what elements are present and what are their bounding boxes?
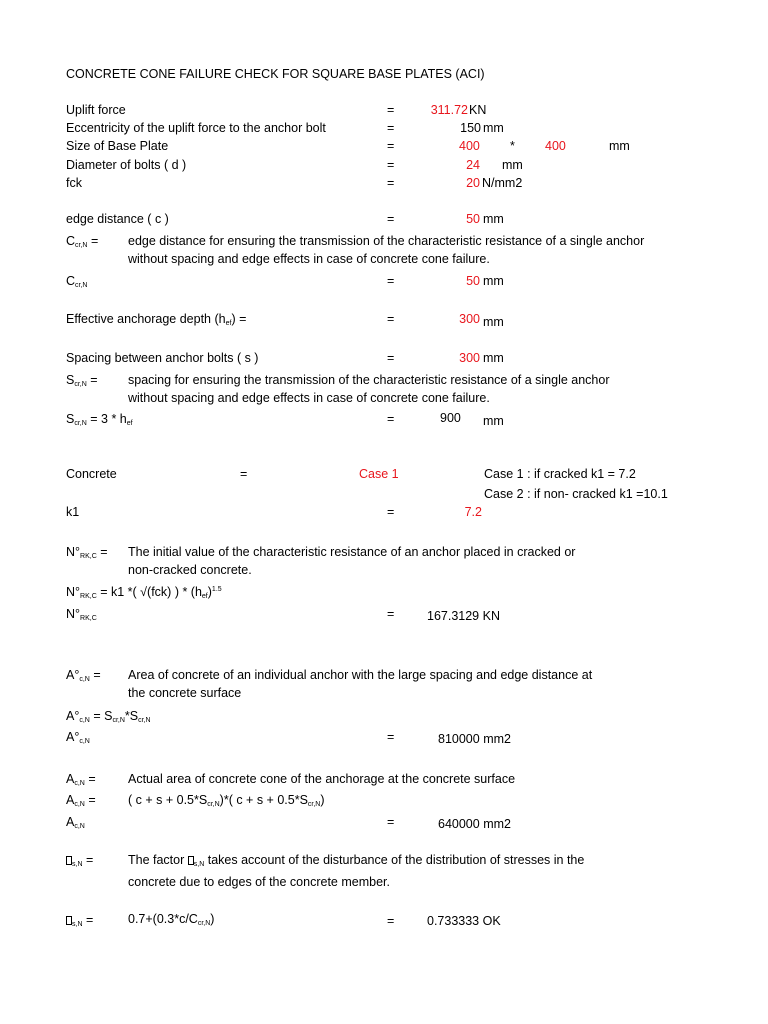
equals-sign: =: [387, 312, 395, 326]
equals-sign: =: [387, 121, 395, 135]
acn0-def-line1: Area of concrete of an individual anchor with the large spacing and edge distance at: [128, 668, 593, 682]
equals-sign: =: [387, 815, 395, 829]
edge-distance-value: 50: [466, 212, 480, 226]
acn-def-line1: Actual area of concrete cone of the anchorage at the concrete surface: [128, 772, 516, 786]
acn0-formula: $A^\circ_{c,N} = S_{cr,N}*S_{cr,N}$: [66, 709, 151, 724]
fck-unit: N/mm2: [482, 176, 523, 190]
k1-label: k1: [66, 505, 80, 519]
equals-sign: =: [387, 412, 395, 426]
spacing-unit: mm: [483, 351, 504, 365]
scrn-def-symbol: $S_{cr,N}$ =: [66, 373, 98, 388]
ccrn-symbol: $C_{cr,N}$: [66, 274, 88, 289]
nrk-formula: $N^\circ_{RK,C} = k1$ *( √(fck) ) * $(h_{ef})^{1.5}$: [66, 585, 222, 600]
bolt-diameter-value: 24: [466, 158, 480, 172]
k1-value: 7.2: [464, 505, 482, 519]
equals-sign: =: [387, 139, 395, 153]
equals-sign: =: [387, 274, 395, 288]
equals-sign: =: [387, 176, 395, 190]
status-badge: OK: [482, 914, 501, 928]
scrn-def-line2: without spacing and edge effects in case of concrete cone failure.: [128, 391, 490, 405]
base-plate-label: Size of Base Plate: [66, 139, 169, 153]
uplift-label: Uplift force: [66, 103, 126, 117]
scrn-def-line1: spacing for ensuring the transmission of the characteristic resistance of a single anchor: [128, 373, 610, 387]
ccrn-def-symbol: $C_{cr,N}$ =: [66, 234, 99, 249]
equals-sign: =: [387, 158, 395, 172]
fck-label: fck: [66, 176, 82, 190]
equals-sign: =: [240, 467, 248, 481]
psi-def-symbol: $_{s,N}$ =: [66, 853, 93, 868]
equals-sign: =: [387, 212, 395, 226]
psi-symbol: $_{s,N}$ =: [66, 913, 93, 928]
uplift-value: 311.72: [430, 103, 468, 117]
acn0-value: 810000 mm2: [438, 732, 511, 746]
uplift-unit: KN: [469, 103, 487, 117]
acn-value: 640000 mm2: [438, 817, 511, 831]
psi-formula: $0.7+(0.3*c/C_{cr,N})$: [128, 912, 215, 927]
eccentricity-unit: mm: [483, 121, 504, 135]
acn0-def-symbol: $A^\circ_{c,N}$ =: [66, 668, 101, 683]
ccrn-def-line2: without spacing and edge effects in case of concrete cone failure.: [128, 252, 490, 266]
acn0-symbol: $A^\circ_{c,N}$: [66, 730, 90, 745]
equals-sign: =: [387, 607, 395, 621]
acn-def-symbol: $A_{c,N}$ =: [66, 772, 96, 787]
equals-sign: =: [387, 914, 395, 928]
spacing-value: 300: [459, 351, 480, 365]
scrn-value: 900: [440, 411, 461, 425]
base-plate-width: 400: [459, 139, 480, 153]
concrete-case-note-2: Case 2 : if non- cracked k1 =10.1: [484, 487, 668, 501]
concrete-case-value: Case 1: [359, 467, 399, 481]
psi-value: 0.733333 OK: [427, 914, 501, 928]
acn-formula-symbol: $A_{c,N}$ =: [66, 793, 96, 808]
acn-symbol: $A_{c,N}$: [66, 815, 85, 830]
base-plate-length: 400: [545, 139, 566, 153]
acn-formula: ( $c + s + 0.5*S_{cr,N})*$( $c + s + 0.5*S_{cr,N}$): [128, 793, 325, 808]
edge-distance-unit: mm: [483, 212, 504, 226]
equals-sign: =: [387, 730, 395, 744]
edge-distance-label: edge distance ( c ): [66, 212, 169, 226]
multiply-sign: *: [510, 139, 515, 153]
bolt-diameter-unit: mm: [502, 158, 523, 172]
base-plate-unit: mm: [609, 139, 630, 153]
psi-def-line2: concrete due to edges of the concrete member.: [128, 875, 390, 889]
ccrn-unit: mm: [483, 274, 504, 288]
page-title: CONCRETE CONE FAILURE CHECK FOR SQUARE BASE PLATES (ACI): [66, 67, 485, 81]
nrk-symbol: $N^\circ_{RK,C}$: [66, 607, 97, 622]
hef-unit: mm: [483, 315, 504, 329]
nrk-value: 167.3129 KN: [427, 609, 500, 623]
eccentricity-value: 150: [460, 121, 481, 135]
equals-sign: =: [387, 351, 395, 365]
nrk-def-line1: The initial value of the characteristic resistance of an anchor placed in cracked or: [128, 545, 576, 559]
concrete-label: Concrete: [66, 467, 117, 481]
concrete-case-note-1: Case 1 : if cracked k1 = 7.2: [484, 467, 636, 481]
nrk-def-line2: non-cracked concrete.: [128, 563, 252, 577]
ccrn-def-line1: edge distance for ensuring the transmission of the characteristic resistance of a single anchor: [128, 234, 645, 248]
scrn-formula: $S_{cr,N} = 3 * h_{ef}$: [66, 412, 133, 427]
nrk-def-symbol: $N^\circ_{RK,C}$ =: [66, 545, 108, 560]
bolt-diameter-label: Diameter of bolts ( d ): [66, 158, 187, 172]
psi-def-line1: The factor $_{s,N}$ takes account of the disturbance of the distribution of stresses in the: [128, 853, 585, 868]
scrn-unit: mm: [483, 414, 504, 428]
acn0-def-line2: the concrete surface: [128, 686, 242, 700]
equals-sign: =: [387, 103, 395, 117]
equals-sign: =: [387, 505, 395, 519]
hef-value: 300: [459, 312, 480, 326]
hef-label: Effective anchorage depth $(h_{ef})$ =: [66, 312, 247, 327]
fck-value: 20: [466, 176, 480, 190]
spacing-label: Spacing between anchor bolts ( s ): [66, 351, 259, 365]
ccrn-value: 50: [466, 274, 480, 288]
eccentricity-label: Eccentricity of the uplift force to the anchor bolt: [66, 121, 326, 135]
